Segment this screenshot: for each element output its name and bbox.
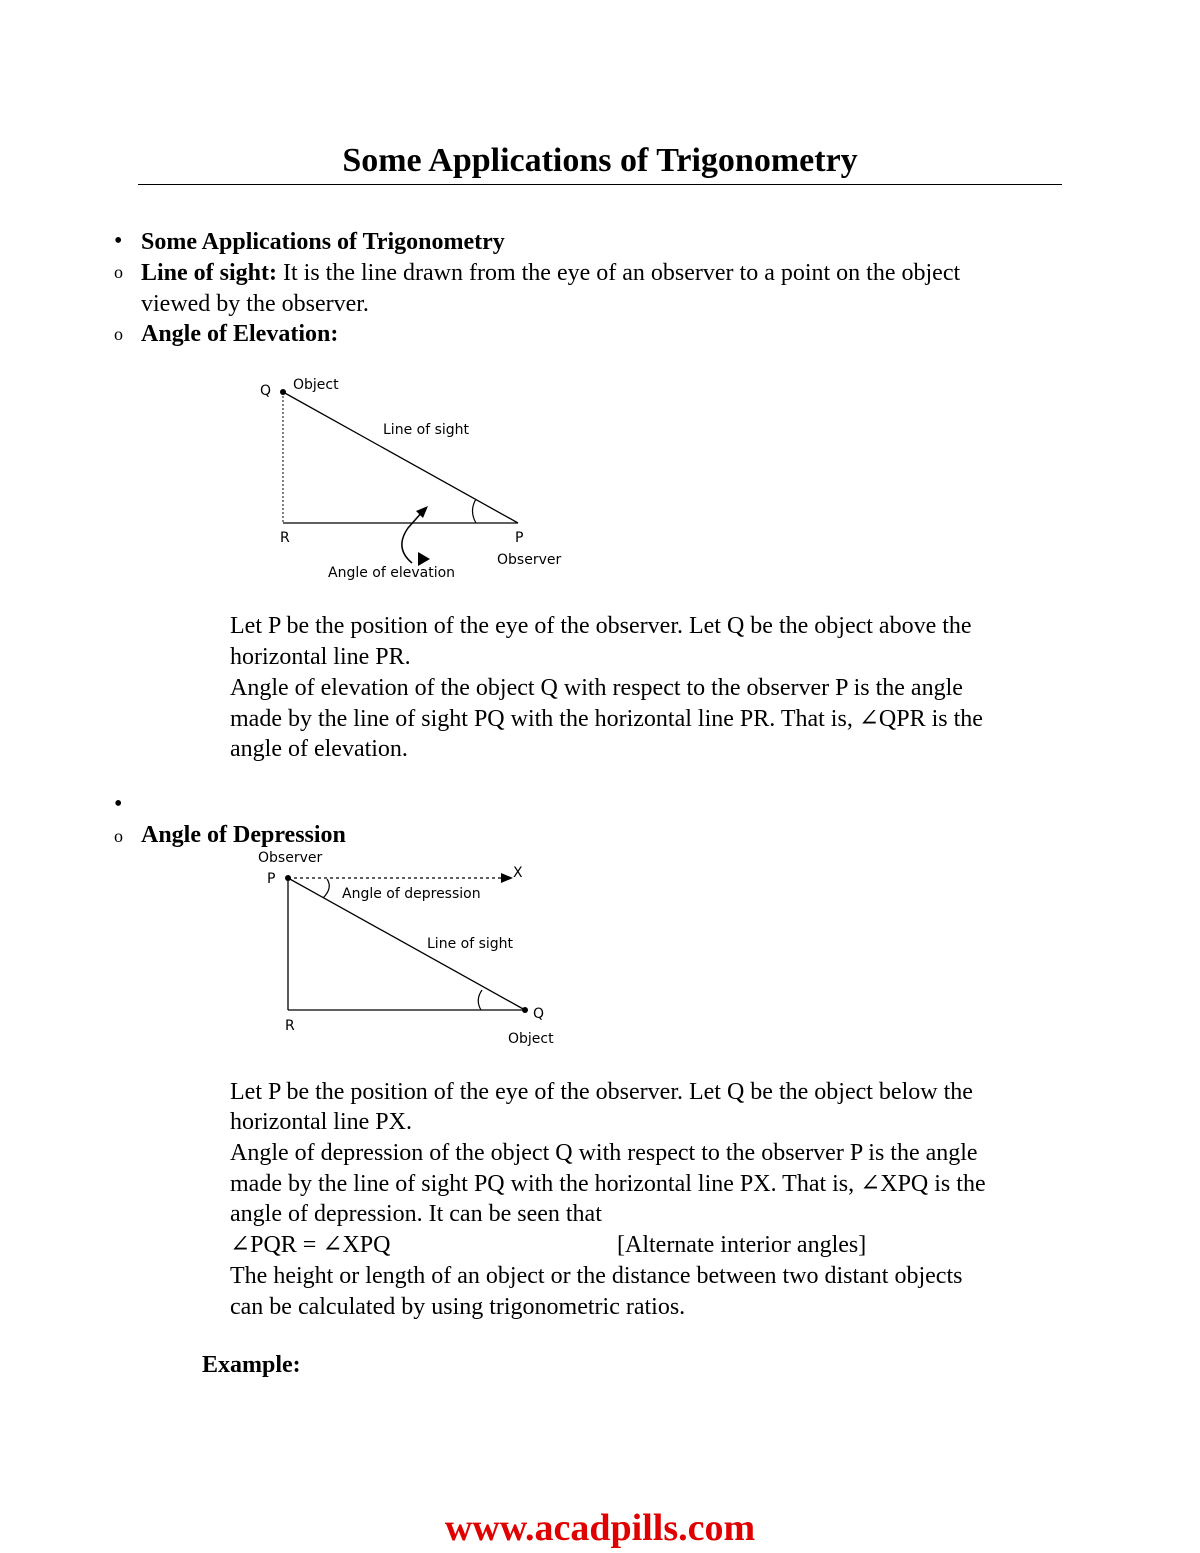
elevation-diagram [240,368,580,588]
equation: ∠PQR = ∠XPQ [230,1232,391,1258]
label-angle-of-depression: Angle of depression [342,886,481,902]
label-r: R [280,530,290,546]
depression-angle-arc [323,879,329,898]
depression-diagram [245,845,575,1050]
example-label: Example: [202,1352,301,1378]
label-angle-of-elevation: Angle of elevation [328,565,456,581]
bullet-marker: • [114,791,123,817]
pqr-angle-arc [478,990,482,1010]
bullet-marker: • [114,228,123,254]
sub-bullet-marker: o [114,324,123,344]
equation-reason: [Alternate interior angles] [617,1232,867,1258]
elevation-text-line: made by the line of sight PQ with the horizontal line PR. That is, ∠QPR is the [230,706,983,732]
depression-text-line: Angle of depression of the object Q with respect to the observer P is the angle [230,1140,978,1166]
label-observer: Observer [497,552,562,568]
title-underline [138,184,1062,185]
label-object: Object [293,377,339,393]
object-point [522,1007,528,1013]
main-bullet-text: Some Applications of Trigonometry [141,229,505,255]
label-q: Q [260,383,272,399]
arrow-head-x [501,873,513,883]
label-observer: Observer [258,850,323,866]
label-x: X [513,865,523,881]
depression-text-line: Let P be the position of the eye of the observer. Let Q be the object below the [230,1079,973,1105]
page-title: Some Applications of Trigonometry [342,142,858,179]
closing-text-line: can be calculated by using trigonometric ratios. [230,1294,686,1320]
elevation-heading: Angle of Elevation: [141,321,339,347]
depression-heading: Angle of Depression [141,822,346,848]
label-p: P [267,871,276,887]
label-line-of-sight: Line of sight [383,422,470,438]
line-of-sight-term: Line of sight: [141,260,278,286]
depression-text-line: made by the line of sight PQ with the horizontal line PX. That is, ∠XPQ is the [230,1171,986,1197]
line-of-sight-line [283,392,518,523]
label-object: Object [508,1031,554,1047]
angle-arc [473,499,477,523]
label-r: R [285,1018,295,1034]
elevation-text-line: angle of elevation. [230,736,408,762]
elevation-text-line: horizontal line PR. [230,644,411,670]
line-of-sight-definition [141,258,960,289]
elevation-text-line: Angle of elevation of the object Q with respect to the observer P is the angle [230,675,963,701]
label-line-of-sight: Line of sight [427,936,514,952]
label-p: P [515,530,524,546]
label-q: Q [533,1006,545,1022]
footer-website: www.acadpills.com [444,1507,756,1549]
closing-text-line: The height or length of an object or the distance between two distant objects [230,1263,963,1289]
depression-text-line: angle of depression. It can be seen that [230,1201,602,1227]
sub-bullet-marker: o [114,826,123,846]
sub-bullet-marker: o [114,262,123,282]
depression-text-line: horizontal line PX. [230,1109,412,1135]
arrow-tail-head [418,552,430,566]
observer-point [285,875,291,881]
elevation-text-line: Let P be the position of the eye of the observer. Let Q be the object above the [230,613,972,639]
object-point [280,389,286,395]
line-of-sight-text: It is the line drawn from the eye of an observer to a point on the object [277,260,961,286]
line-of-sight-text-cont: viewed by the observer. [141,291,369,317]
